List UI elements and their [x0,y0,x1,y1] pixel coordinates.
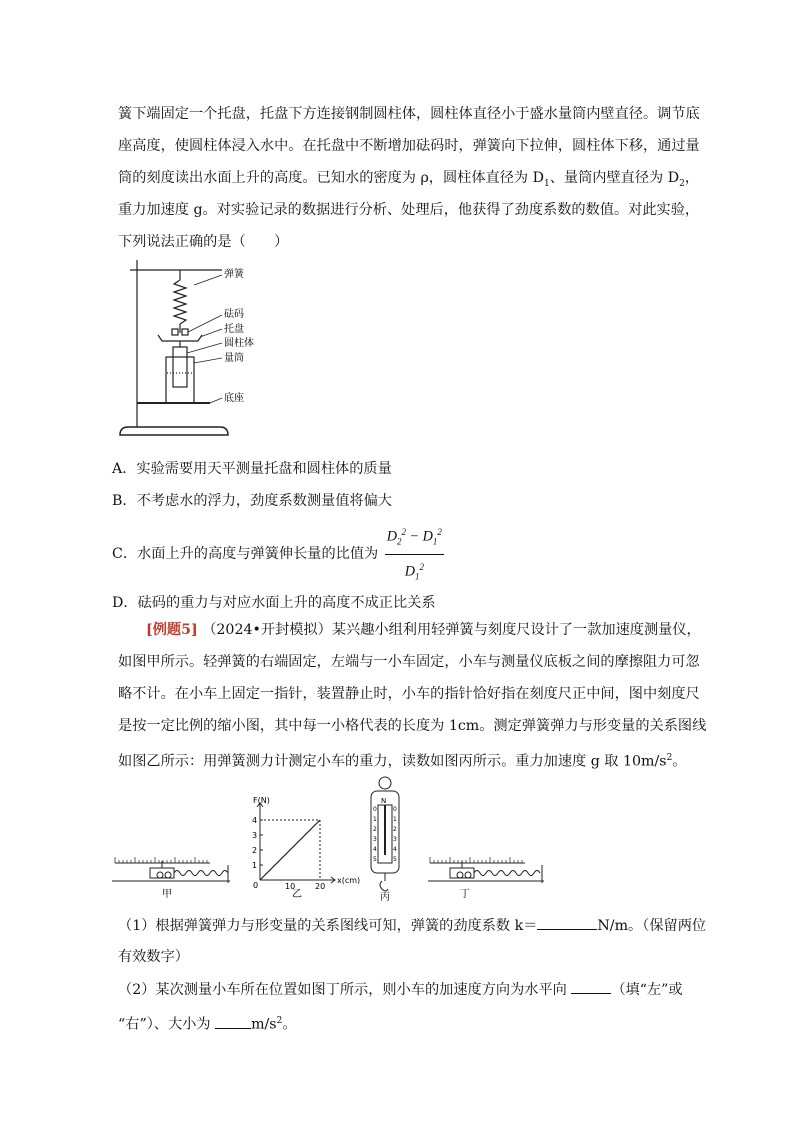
apparatus-figure-2 [110,775,550,905]
y-tick-label: 4 [252,816,258,825]
example-tag: [例题5] [146,622,198,638]
scale-mark-right: 2 [393,826,397,833]
subscript: 1 [544,178,550,189]
intro-line-3b: 、量筒内壁直径为 D [549,170,680,186]
option-c [112,522,444,586]
scale-mark-left: 5 [373,856,377,863]
data-series-line [260,820,320,880]
intro-line-3a: 筒的刻度读出水面上升的高度。已知水的密度为 ρ，圆柱体直径为 D [118,170,544,186]
axis-y-label: F(N) [253,796,270,805]
example-line-5: 如图乙所示：用弹簧测力计测定小车的重力，读数如图丙所示。重力加速度 g 取 $10m/s^2$。 [118,753,687,770]
scale-mark-left: 1 [373,816,377,823]
example-first-line [146,620,746,640]
scale-mark-left: 2 [373,826,377,833]
label-jia: 甲 [162,889,172,900]
panel-ding [428,861,544,883]
q1-line-2: 有效数字） [118,949,189,965]
label-base: 底座 [224,393,244,404]
option-a: A．实验需要用天平测量托盘和圆柱体的质量 [112,461,392,477]
origin-label: 0 [253,881,259,890]
y-tick-label: 2 [252,846,258,855]
label-yi: 乙 [292,889,302,900]
apparatus-figure [110,255,270,445]
option-c-fraction: $\frac{D_2^2 - D_1^2}{D_1^2}$ [385,522,444,586]
scale-mark-left: 3 [373,836,377,843]
scale-mark-right: 4 [393,846,397,853]
subscript: 2 [679,178,685,189]
example-line-2: 如图甲所示。轻弹簧的右端固定，左端与一小车固定，小车与测量仪底板之间的摩擦阻力可忽 [118,654,700,670]
scale-mark-right: 1 [393,816,397,823]
scale-mark-right: 5 [393,856,397,863]
intro-line-5: 下列说法正确的是（ ） [118,234,289,250]
intro-line-1: 簧下端固定一个托盘，托盘下方连接钢制圆柱体，圆柱体直径小于盛水量筒内壁直径。调节底 [118,106,700,122]
answer-blank-direction[interactable] [571,979,611,994]
answer-blank-magnitude[interactable] [215,1014,251,1029]
option-d: D．砝码的重力与对应水面上升的高度不成正比关系 [112,595,436,611]
answer-blank-k[interactable] [537,915,597,930]
q2-line-2: “右”）、大小为 $m/s^2$。 [118,1011,718,1035]
axis-x-label: x(cm) [337,876,361,885]
intro-line-2: 座高度，使圆柱体浸入水中。在托盘中不断增加砝码时，弹簧向下拉伸，圆柱体下移，通过量 [118,138,700,154]
superscript: 2 [666,753,673,763]
option-b: B．不考虑水的浮力，劲度系数测量值将偏大 [112,493,392,509]
y-tick-label: 3 [252,831,258,840]
scale-mark-left: 0 [373,806,377,813]
scale-mark-left: 4 [373,846,377,853]
label-weight: 砝码 [224,309,244,320]
label-tray: 托盘 [224,324,244,335]
spring-scale [371,777,399,891]
label-cylinder-glass: 量筒 [224,353,244,364]
comma: ， [684,170,700,186]
example-source: （2024•开封模拟） [202,622,332,638]
x-tick-label: 20 [315,882,326,891]
example-line-3: 略不计。在小车上固定一指针，装置静止时，小车的指针恰好指在刻度尺正中间，图中刻度尺 [118,686,700,702]
scale-mark-right: 0 [393,806,397,813]
intro-line-4: 重力加速度 g。对实验记录的数据进行分析、处理后，他获得了劲度系数的数值。对此实验， [118,202,700,218]
scale-unit: N [381,797,387,805]
q1-line-1: （1）根据弹簧弹力与形变量的关系图线可知，弹簧的劲度系数 k＝ N/m。（保留两位 [118,915,718,936]
y-tick-label: 1 [252,861,258,870]
label-bing: 丙 [380,892,390,903]
label-ding: 丁 [460,889,470,900]
option-c-text: C．水面上升的高度与弹簧伸长量的比值为 [112,546,379,563]
x-tick-label: 10 [285,882,296,891]
example-line-4: 是按一定比例的缩小图，其中每一小格代表的长度为 1cm。测定弹簧弹力与形变量的关系图线 [118,718,707,734]
intro-line-3 [118,168,718,194]
example-line-1: 某兴趣小组利用轻弹簧与刻度尺设计了一款加速度测量仪， [331,622,701,638]
scale-mark-right: 3 [393,836,397,843]
panel-jia [112,857,522,883]
graph-yi [257,803,335,883]
label-spring: 弹簧 [224,269,244,280]
label-cylinder: 圆柱体 [224,338,254,349]
q2-line-1: （2）某次测量小车所在位置如图丁所示，则小车的加速度方向为水平向 （填“左”或 [118,979,718,1000]
